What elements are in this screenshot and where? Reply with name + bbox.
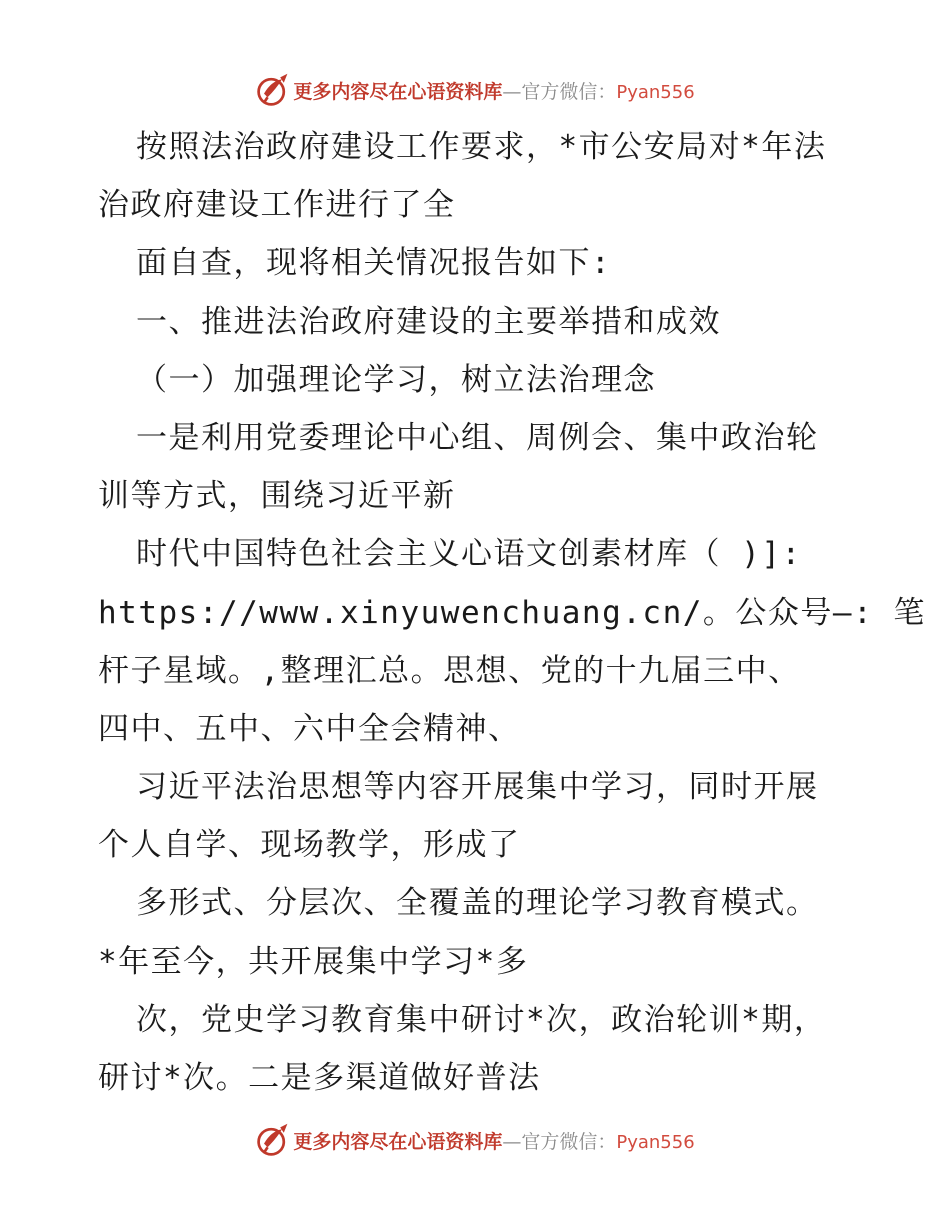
brand-logo-icon <box>255 1122 291 1158</box>
header-banner <box>0 70 950 110</box>
paragraph-line: 多形式、分层次、全覆盖的理论学习教育模式。 <box>136 885 819 922</box>
paragraph-line: 训等方式，围绕习近平新 <box>98 478 456 515</box>
header-banner-text <box>293 77 694 104</box>
brand-logo-icon <box>255 72 291 108</box>
footer-banner-label: —官方微信： <box>502 1130 617 1153</box>
paragraph-line: 个人自学、现场教学，形成了 <box>98 827 521 864</box>
footer-banner-account: Pyan556 <box>616 1131 695 1153</box>
footer-banner-brand: 更多内容尽在心语资料库 <box>293 1130 503 1153</box>
paragraph-line: 次，党史学习教育集中研讨*次，政治轮训*期， <box>136 1001 827 1038</box>
paragraph-line: https://www.xinyuwenchuang.cn/。公众号—: 笔 <box>98 594 926 631</box>
footer-banner-text <box>293 1127 694 1154</box>
paragraph-line: 杆子星域。,整理汇总。思想、党的十九届三中、 <box>98 652 801 689</box>
paragraph-line: *年至今，共开展集中学习*多 <box>98 943 529 980</box>
paragraph-line: 时代中国特色社会主义心语文创素材库（ )]: <box>136 536 802 573</box>
paragraph-line: 习近平法治思想等内容开展集中学习，同时开展 <box>136 769 819 806</box>
paragraph-line: 一是利用党委理论中心组、周例会、集中政治轮 <box>136 419 819 456</box>
subsection-heading: （一）加强理论学习，树立法治理念 <box>136 361 656 398</box>
header-banner-label: —官方微信： <box>502 80 617 103</box>
footer-banner <box>0 1120 950 1160</box>
paragraph-line: 面自查，现将相关情况报告如下: <box>136 245 612 282</box>
paragraph-line: 按照法治政府建设工作要求，*市公安局对*年法 <box>136 129 827 165</box>
document-body <box>98 118 926 1107</box>
paragraph-line: 研讨*次。二是多渠道做好普法 <box>98 1060 541 1096</box>
section-heading: 一、推进法治政府建设的主要举措和成效 <box>136 303 721 340</box>
header-banner-account: Pyan556 <box>616 81 695 103</box>
header-banner-brand: 更多内容尽在心语资料库 <box>293 80 503 103</box>
paragraph-line: 四中、五中、六中全会精神、 <box>98 710 521 747</box>
paragraph-line: 治政府建设工作进行了全 <box>98 187 456 224</box>
